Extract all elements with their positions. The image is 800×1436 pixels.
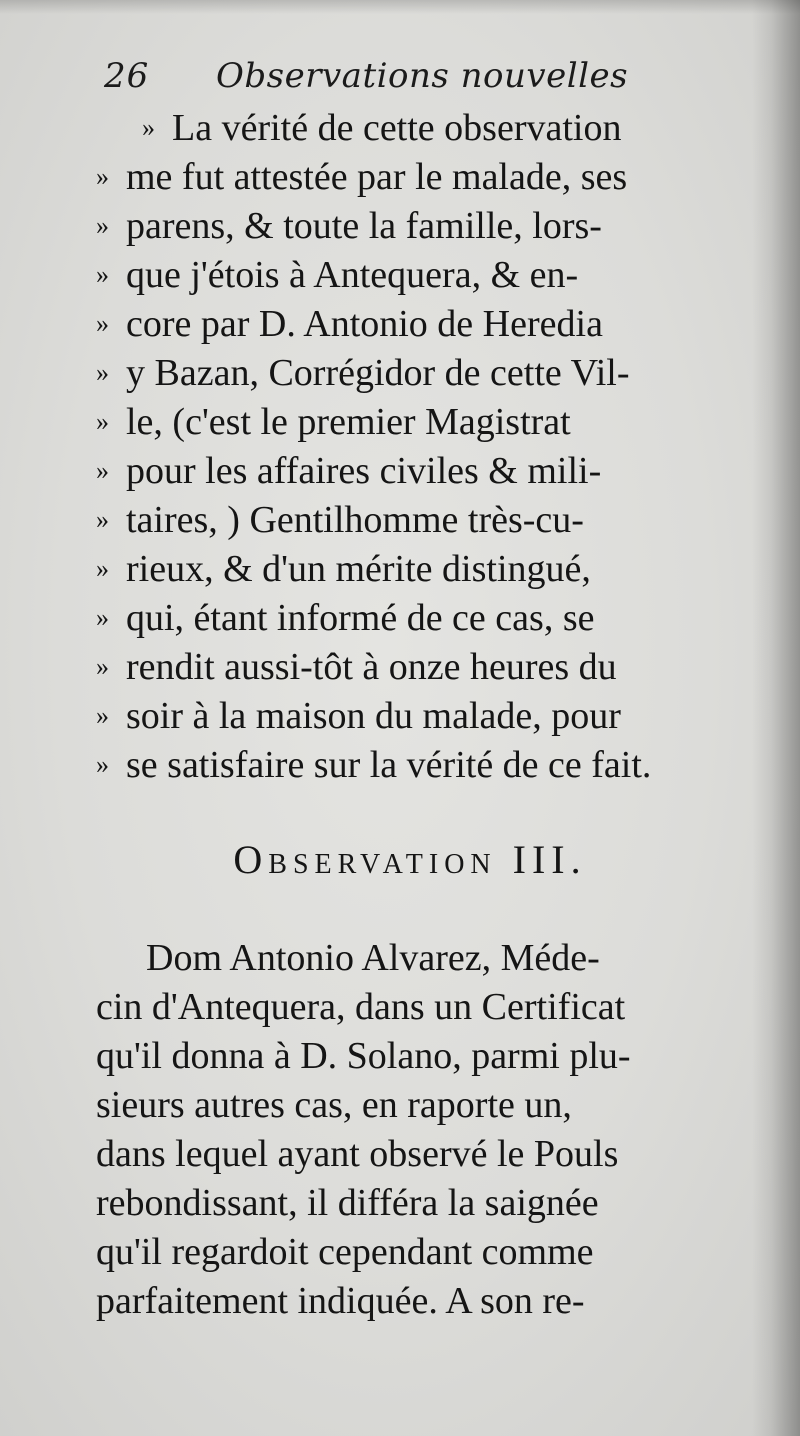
section-heading: Observation III.: [233, 837, 587, 882]
quote-line: [96, 251, 578, 299]
quote-mark: »: [96, 554, 107, 583]
quote-line: [96, 447, 601, 495]
quote-line: [96, 643, 617, 691]
observation-line: sieurs autres cas, en raporte un,: [96, 1084, 572, 1126]
running-title: Observations nouvelles: [216, 56, 629, 96]
quote-mark: »: [96, 750, 107, 779]
quote-line: [96, 692, 621, 740]
quote-line: [96, 545, 591, 593]
show-through-ghost: [640, 1326, 700, 1366]
quote-mark: »: [96, 701, 107, 730]
quote-mark: »: [96, 407, 107, 436]
observation-line: parfaitement indiquée. A son re-: [96, 1280, 585, 1322]
quote-line-text: taires, ) Gentilhomme très-cu-: [126, 499, 584, 541]
observation-line: cin d'Antequera, dans un Certificat: [96, 986, 626, 1028]
quote-line: [96, 741, 651, 789]
quote-line-text: parens, & toute la famille, lors-: [126, 205, 602, 247]
quote-mark: »: [96, 162, 107, 191]
page-top-shadow: [0, 0, 800, 14]
quote-line-text: me fut attestée par le malade, ses: [126, 156, 628, 198]
page-number: 26: [104, 56, 150, 96]
observation-passage: [96, 934, 736, 1334]
quote-line: [96, 202, 602, 250]
quote-mark: »: [96, 309, 107, 338]
quote-line-text: soir à la maison du malade, pour: [126, 695, 621, 737]
running-head: [104, 52, 724, 104]
observation-line: rebondissant, il différa la saignée: [96, 1182, 599, 1224]
quote-mark: »: [96, 211, 107, 240]
quote-line-text: rieux, & d'un mérite distingué,: [126, 548, 591, 590]
quote-line-text: que j'étois à Antequera, & en-: [126, 254, 579, 296]
quote-line-text: le, (c'est le premier Magistrat: [126, 401, 571, 443]
quote-line: [96, 594, 594, 642]
quote-line: [96, 398, 571, 446]
quote-mark: »: [96, 505, 107, 534]
quote-line-text: pour les affaires civiles & mili-: [126, 450, 602, 492]
binding-shadow: [752, 0, 800, 1436]
quote-line: [96, 349, 630, 397]
quote-line: [96, 496, 584, 544]
quote-mark: »: [96, 456, 107, 485]
quote-mark: »: [142, 113, 153, 142]
quoted-passage: [96, 104, 736, 804]
quote-line-text: qui, étant informé de ce cas, se: [126, 597, 595, 639]
quote-line-text: core par D. Antonio de Heredia: [126, 303, 603, 345]
quote-line-text: La vérité de cette observation: [172, 107, 622, 149]
observation-line: qu'il donna à D. Solano, parmi plu-: [96, 1035, 631, 1077]
quote-line: [96, 300, 603, 348]
quote-line: [96, 153, 627, 201]
quote-line-text: rendit aussi-tôt à onze heures du: [126, 646, 617, 688]
quote-mark: »: [96, 652, 107, 681]
quote-line-text: y Bazan, Corrégidor de cette Vil-: [126, 352, 630, 394]
quote-mark: »: [96, 260, 107, 289]
observation-line: qu'il regardoit cependant comme: [96, 1231, 594, 1273]
quote-mark: »: [96, 358, 107, 387]
observation-line: dans lequel ayant observé le Pouls: [96, 1133, 619, 1175]
observation-line: Dom Antonio Alvarez, Méde-: [146, 937, 600, 979]
quote-line-text: se satisfaire sur la vérité de ce fait.: [126, 744, 652, 786]
quote-mark: »: [96, 603, 107, 632]
quote-line: [142, 104, 621, 152]
